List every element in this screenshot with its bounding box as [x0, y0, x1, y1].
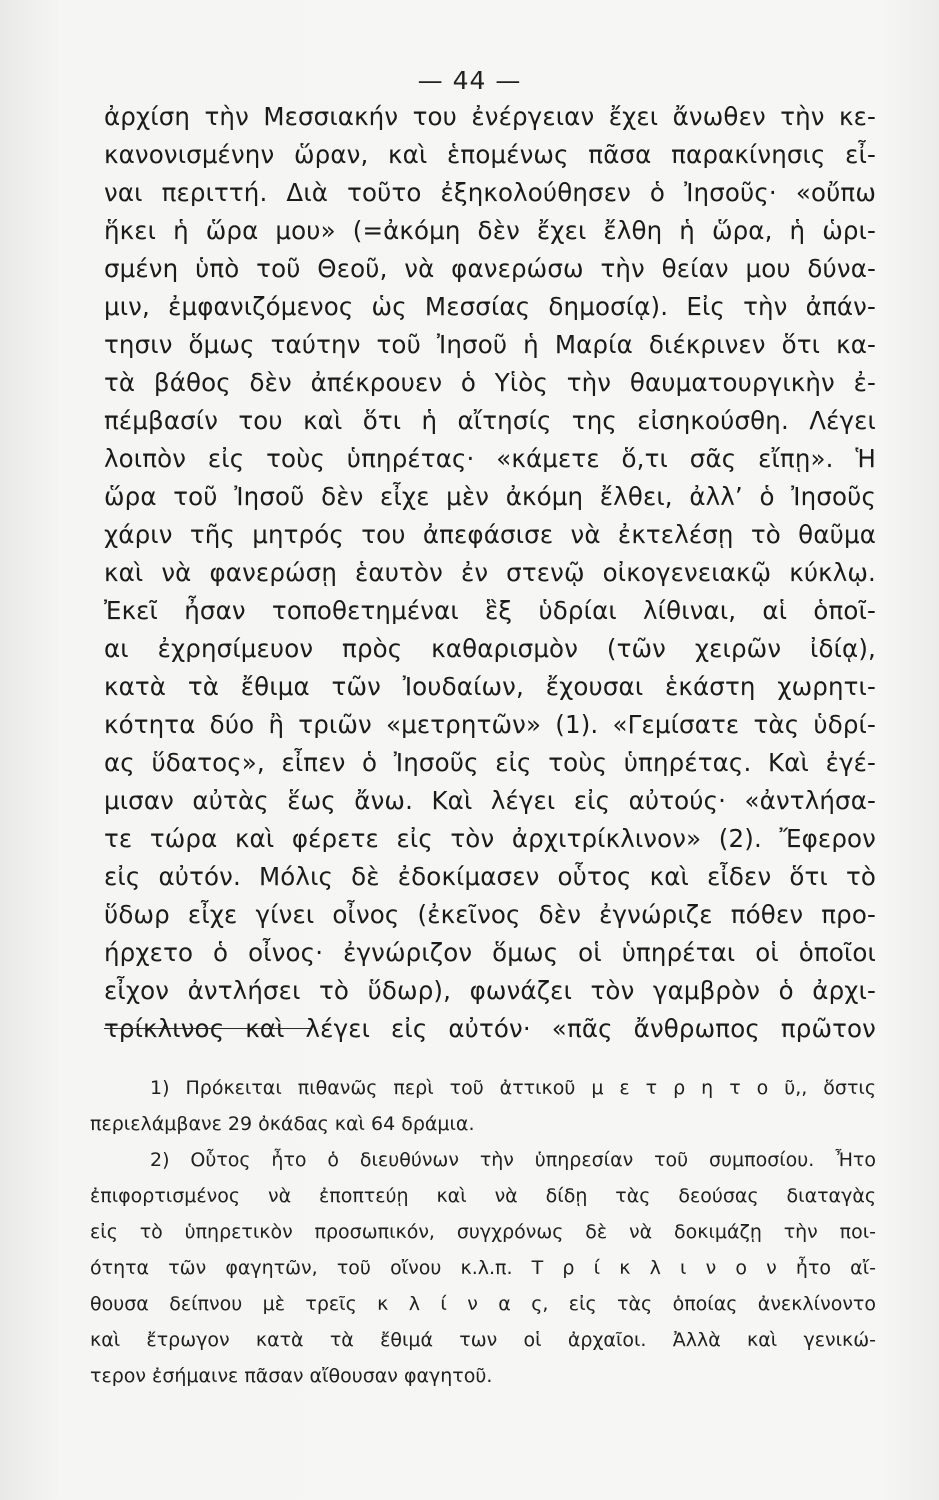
- body-text: [104, 98, 876, 1048]
- body-line: τρίκλινος καὶ λέγει εἰς αὐτόν· «πᾶς ἄνθρωπος πρῶτον: [104, 1014, 876, 1043]
- body-line: Ἐκεῖ ἦσαν τοποθετημέναι ἓξ ὑδρίαι λίθιναι, αἱ ὁποῖ-: [104, 596, 876, 625]
- body-line: εἰς αὐτόν. Μόλις δὲ ἐδοκίμασεν οὗτος καὶ εἶδεν ὅτι τὸ: [104, 862, 876, 891]
- footnote-line: καὶ ἔτρωγον κατὰ τὰ ἔθιμά των οἱ ἀρχαῖοι. Ἀλλὰ καὶ γενικώ-: [90, 1329, 876, 1351]
- body-line: κότητα δύο ἢ τριῶν «μετρητῶν» (1). «Γεμίσατε τὰς ὑδρί-: [104, 710, 876, 739]
- footnote-line: περιελάμβανε 29 ὀκάδας καὶ 64 δράμια.: [90, 1113, 475, 1135]
- body-line: ὥρα τοῦ Ἰησοῦ δὲν εἶχε μὲν ἀκόμη ἔλθει, ἀλλ’ ὁ Ἰησοῦς: [104, 482, 876, 511]
- footnote-line: ότητα τῶν φαγητῶν, τοῦ οἴνου κ.λ.π. Τ ρ ί κ λ ι ν ο ν ἦτο αἴ-: [90, 1257, 876, 1279]
- footnote-line: 2) Οὗτος ἦτο ὁ διευθύνων τὴν ὑπηρεσίαν τοῦ συμποσίου. Ἦτο: [150, 1149, 876, 1171]
- page-number: — 44 —: [417, 66, 522, 95]
- body-line: ας ὕδατος», εἶπεν ὁ Ἰησοῦς εἰς τοὺς ὑπηρέτας. Καὶ ἐγέ-: [104, 748, 876, 777]
- footnote-line: τερον ἐσήμαινε πᾶσαν αἴθουσαν φαγητοῦ.: [90, 1365, 493, 1387]
- footnote-line: εἰς τὸ ὑπηρετικὸν προσωπικόν, συγχρόνως δὲ νὰ δοκιμάζῃ τὴν ποι-: [90, 1221, 876, 1243]
- body-line: εἶχον ἀντλήσει τὸ ὕδωρ), φωνάζει τὸν γαμβρὸν ὁ ἀρχι-: [104, 976, 876, 1005]
- body-line: αι ἐχρησίμευον πρὸς καθαρισμὸν (τῶν χειρῶν ἰδίᾳ),: [104, 634, 876, 663]
- body-line: ἥκει ἡ ὥρα μου» (=ἀκόμη δὲν ἔχει ἔλθη ἡ ὥρα, ἡ ὡρι-: [104, 216, 876, 245]
- footnotes: [90, 1070, 876, 1394]
- body-line: ὕδωρ εἶχε γίνει οἶνος (ἐκεῖνος δὲν ἐγνώριζε πόθεν προ-: [104, 900, 876, 929]
- body-line: χάριν τῆς μητρός του ἀπεφάσισε νὰ ἐκτελέσῃ τὸ θαῦμα: [104, 520, 876, 549]
- body-line: σμένη ὑπὸ τοῦ Θεοῦ, νὰ φανερώσω τὴν θείαν μου δύνα-: [104, 254, 876, 283]
- body-line: κανονισμένην ὥραν, καὶ ἑπομένως πᾶσα παρακίνησις εἶ-: [104, 140, 876, 169]
- body-line: μιν, ἐμφανιζόμενος ὡς Μεσσίας δημοσίᾳ). Εἰς τὴν ἀπάν-: [104, 292, 876, 321]
- body-line: λοιπὸν εἰς τοὺς ὑπηρέτας· «κάμετε ὅ,τι σᾶς εἴπῃ». Ἡ: [104, 444, 876, 473]
- body-line: τησιν ὅμως ταύτην τοῦ Ἰησοῦ ἡ Μαρία διέκρινεν ὅτι κα-: [104, 330, 876, 359]
- footnote-line: θουσα δείπνου μὲ τρεῖς κ λ ί ν α ς, εἰς τὰς ὁποίας ἀνεκλίνοντο: [90, 1293, 876, 1315]
- body-line: καὶ νὰ φανερώσῃ ἑαυτὸν ἐν στενῷ οἰκογενειακῷ κύκλῳ.: [104, 558, 876, 587]
- body-line: τε τώρα καὶ φέρετε εἰς τὸν ἀρχιτρίκλινον» (2). Ἔφερον: [104, 824, 876, 853]
- footnote-line: ἐπιφορτισμένος νὰ ἐποπτεύῃ καὶ νὰ δίδῃ τὰς δεούσας διαταγὰς: [90, 1185, 876, 1207]
- body-line: ναι περιττή. Διὰ τοῦτο ἐξηκολούθησεν ὁ Ἰησοῦς· «οὔπω: [104, 178, 876, 207]
- body-line: τὰ βάθος δὲν ἀπέκρουεν ὁ Υἱὸς τὴν θαυματουργικὴν ἐ-: [104, 368, 876, 397]
- body-line: ἀρχίση τὴν Μεσσιακήν του ἐνέργειαν ἔχει ἄνωθεν τὴν κε-: [104, 102, 876, 131]
- body-line: μισαν αὐτὰς ἕως ἄνω. Καὶ λέγει εἰς αὐτούς· «ἀντλήσα-: [104, 786, 876, 815]
- body-line: κατὰ τὰ ἔθιμα τῶν Ἰουδαίων, ἔχουσαι ἑκάστη χωρητι-: [104, 672, 876, 701]
- footnote-line: 1) Πρόκειται πιθανῶς περὶ τοῦ ἀττικοῦ μ ε τ ρ η τ ο ῦ,, ὅστις: [150, 1077, 876, 1099]
- footnote-separator: [104, 1028, 310, 1029]
- body-line: πέμβασίν του καὶ ὅτι ἡ αἴτησίς της εἰσηκούσθη. Λέγει: [104, 406, 876, 435]
- body-line: ήρχετο ὁ οἶνος· ἐγνώριζον ὅμως οἱ ὑπηρέται οἱ ὁποῖοι: [104, 938, 876, 967]
